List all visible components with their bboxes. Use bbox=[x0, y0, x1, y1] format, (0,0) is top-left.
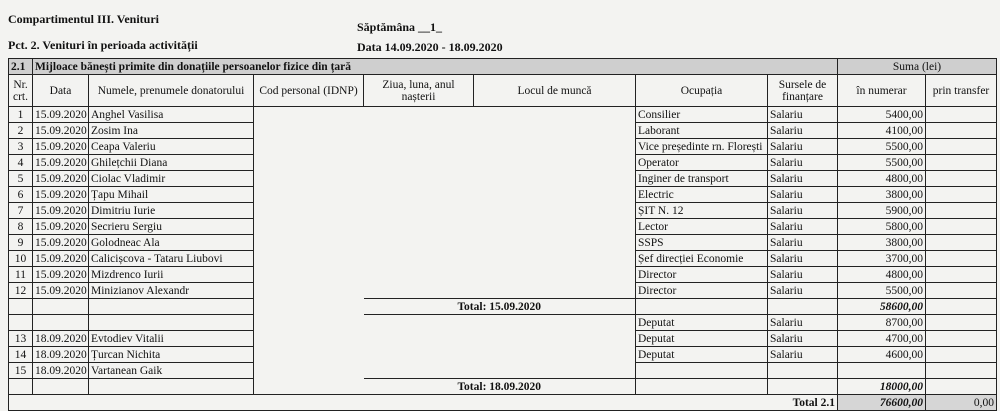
row-birth bbox=[364, 139, 474, 155]
col-date: Data bbox=[33, 75, 89, 107]
row-birth bbox=[364, 187, 474, 203]
row-job: Electric bbox=[636, 187, 768, 203]
subtotal-spacer bbox=[254, 379, 364, 395]
row-date: 18.09.2020 bbox=[33, 363, 89, 379]
row-birth bbox=[364, 107, 474, 123]
row-source: Salariu bbox=[768, 107, 838, 123]
row-blank bbox=[364, 315, 474, 331]
row-work bbox=[474, 155, 636, 171]
sum-header: Suma (lei) bbox=[838, 59, 997, 75]
section-number: 2.1 bbox=[9, 59, 33, 75]
row-transfer bbox=[926, 315, 997, 331]
row-birth bbox=[364, 155, 474, 171]
table-row bbox=[9, 283, 997, 299]
row-idnp bbox=[254, 347, 364, 363]
row-amount: 3700,00 bbox=[838, 251, 926, 267]
row-transfer bbox=[926, 107, 997, 123]
subtotal-spacer bbox=[33, 379, 89, 395]
row-transfer bbox=[926, 363, 997, 379]
row-source: Salariu bbox=[768, 251, 838, 267]
donations-table bbox=[8, 58, 997, 411]
row-birth bbox=[364, 283, 474, 299]
row-amount: 5500,00 bbox=[838, 155, 926, 171]
row-job: Laborant bbox=[636, 123, 768, 139]
row-number: 14 bbox=[9, 347, 33, 363]
row-source: Salariu bbox=[768, 139, 838, 155]
row-amount: 4800,00 bbox=[838, 171, 926, 187]
row-amount: 3800,00 bbox=[838, 187, 926, 203]
row-source: Salariu bbox=[768, 171, 838, 187]
row-transfer bbox=[926, 347, 997, 363]
col-sum-transfer: prin transfer bbox=[926, 75, 997, 107]
row-idnp bbox=[254, 235, 364, 251]
row-amount: 5900,00 bbox=[838, 203, 926, 219]
row-work bbox=[474, 331, 636, 347]
row-idnp bbox=[254, 331, 364, 347]
table-row bbox=[9, 155, 997, 171]
row-date: 18.09.2020 bbox=[33, 331, 89, 347]
row-transfer bbox=[926, 251, 997, 267]
point-title: Pct. 2. Venituri în perioada activității bbox=[8, 38, 198, 52]
row-name: Calicișcova - Tataru Liubovi bbox=[89, 251, 254, 267]
row-blank bbox=[254, 315, 364, 331]
row-date: 15.09.2020 bbox=[33, 187, 89, 203]
row-name: Anghel Vasilisa bbox=[89, 107, 254, 123]
row-idnp bbox=[254, 171, 364, 187]
subtotal-spacer bbox=[636, 299, 768, 315]
row-blank bbox=[474, 315, 636, 331]
row-amount: 5800,00 bbox=[838, 219, 926, 235]
subtotal-spacer bbox=[9, 299, 33, 315]
row-date: 15.09.2020 bbox=[33, 283, 89, 299]
table-row bbox=[9, 219, 997, 235]
row-source: Salariu bbox=[768, 347, 838, 363]
row-number: 13 bbox=[9, 331, 33, 347]
period-label: Data 14.09.2020 - 18.09.2020 bbox=[357, 40, 503, 54]
row-transfer bbox=[926, 187, 997, 203]
row-idnp bbox=[254, 203, 364, 219]
section-header-row bbox=[9, 59, 997, 75]
row-blank bbox=[89, 315, 254, 331]
subtotal-spacer bbox=[636, 379, 768, 395]
row-job: Director bbox=[636, 267, 768, 283]
table-row bbox=[9, 203, 997, 219]
total-transfer: 0,00 bbox=[926, 395, 997, 411]
row-transfer bbox=[926, 123, 997, 139]
row-date: 15.09.2020 bbox=[33, 123, 89, 139]
row-birth bbox=[364, 251, 474, 267]
subtotal-label: Total: 18.09.2020 bbox=[364, 379, 636, 395]
row-work bbox=[474, 347, 636, 363]
total-label: Total 2.1 bbox=[9, 395, 838, 411]
subtotal-amount: 58600,00 bbox=[838, 299, 926, 315]
subtotal-spacer bbox=[33, 299, 89, 315]
row-name: Zosim Ina bbox=[89, 123, 254, 139]
row-work bbox=[474, 363, 636, 379]
row-work bbox=[474, 187, 636, 203]
row-number: 8 bbox=[9, 219, 33, 235]
row-amount: 4700,00 bbox=[838, 331, 926, 347]
col-name: Numele, prenumele donatorului bbox=[89, 75, 254, 107]
row-number: 10 bbox=[9, 251, 33, 267]
row-amount: 4600,00 bbox=[838, 347, 926, 363]
row-date: 15.09.2020 bbox=[33, 219, 89, 235]
row-number: 15 bbox=[9, 363, 33, 379]
row-date: 15.09.2020 bbox=[33, 171, 89, 187]
row-work bbox=[474, 235, 636, 251]
row-birth bbox=[364, 235, 474, 251]
row-date: 15.09.2020 bbox=[33, 251, 89, 267]
row-transfer bbox=[926, 235, 997, 251]
row-name: Evtodiev Vitalii bbox=[89, 331, 254, 347]
row-transfer bbox=[926, 139, 997, 155]
row-work bbox=[474, 203, 636, 219]
row-job: Director bbox=[636, 283, 768, 299]
row-source: Salariu bbox=[768, 331, 838, 347]
table-row bbox=[9, 235, 997, 251]
row-name: Țapu Mihail bbox=[89, 187, 254, 203]
row-name: Țurcan Nichita bbox=[89, 347, 254, 363]
table-row bbox=[9, 251, 997, 267]
row-number: 5 bbox=[9, 171, 33, 187]
row-amount: 5400,00 bbox=[838, 107, 926, 123]
row-date: 15.09.2020 bbox=[33, 107, 89, 123]
col-birth: Ziua, luna, anul nașterii bbox=[364, 75, 474, 107]
row-idnp bbox=[254, 267, 364, 283]
row-transfer bbox=[926, 203, 997, 219]
row-birth bbox=[364, 347, 474, 363]
row-name: Secrieru Sergiu bbox=[89, 219, 254, 235]
row-source: Salariu bbox=[768, 203, 838, 219]
row-name: Ghilețchii Diana bbox=[89, 155, 254, 171]
row-date: 15.09.2020 bbox=[33, 235, 89, 251]
row-transfer bbox=[926, 267, 997, 283]
table-row bbox=[9, 347, 997, 363]
row-source: Salariu bbox=[768, 219, 838, 235]
row-job: Deputat bbox=[636, 347, 768, 363]
row-idnp bbox=[254, 139, 364, 155]
row-transfer bbox=[926, 155, 997, 171]
row-job: Deputat bbox=[636, 331, 768, 347]
subtotal-spacer bbox=[89, 299, 254, 315]
row-source: Salariu bbox=[768, 235, 838, 251]
row-idnp bbox=[254, 187, 364, 203]
row-name: Vartanean Gaik bbox=[89, 363, 254, 379]
col-work: Locul de muncă bbox=[474, 75, 636, 107]
row-job: Vice președinte rn. Florești bbox=[636, 139, 768, 155]
row-name: Ciolac Vladimir bbox=[89, 171, 254, 187]
row-source: Salariu bbox=[768, 187, 838, 203]
row-work bbox=[474, 139, 636, 155]
row-amount bbox=[838, 363, 926, 379]
row-name: Minizianov Alexandr bbox=[89, 283, 254, 299]
row-name: Golodneac Ala bbox=[89, 235, 254, 251]
row-source: Salariu bbox=[768, 123, 838, 139]
row-number: 12 bbox=[9, 283, 33, 299]
subtotal-spacer bbox=[254, 299, 364, 315]
row-name: Mizdrenco Iurii bbox=[89, 267, 254, 283]
table-row bbox=[9, 267, 997, 283]
row-job: SSPS bbox=[636, 235, 768, 251]
row-number: 9 bbox=[9, 235, 33, 251]
subtotal-row bbox=[9, 379, 997, 395]
row-amount: 4100,00 bbox=[838, 123, 926, 139]
row-job: Operator bbox=[636, 155, 768, 171]
row-birth bbox=[364, 267, 474, 283]
row-job: Șef direcției Economie bbox=[636, 251, 768, 267]
row-birth bbox=[364, 363, 474, 379]
row-job: Inginer de transport bbox=[636, 171, 768, 187]
subtotal-spacer bbox=[9, 379, 33, 395]
col-source: Sursele de finanțare bbox=[768, 75, 838, 107]
row-birth bbox=[364, 171, 474, 187]
subtotal-amount: 18000,00 bbox=[838, 379, 926, 395]
row-idnp bbox=[254, 363, 364, 379]
row-name: Dimitriu Iurie bbox=[89, 203, 254, 219]
row-transfer bbox=[926, 219, 997, 235]
table-row bbox=[9, 123, 997, 139]
row-work bbox=[474, 123, 636, 139]
row-number: 7 bbox=[9, 203, 33, 219]
row-work bbox=[474, 283, 636, 299]
table-row bbox=[9, 315, 997, 331]
subtotal-row bbox=[9, 299, 997, 315]
row-blank bbox=[9, 315, 33, 331]
table-row bbox=[9, 187, 997, 203]
table-row bbox=[9, 107, 997, 123]
row-birth bbox=[364, 331, 474, 347]
row-idnp bbox=[254, 251, 364, 267]
table-row bbox=[9, 331, 997, 347]
row-number: 11 bbox=[9, 267, 33, 283]
subtotal-label: Total: 15.09.2020 bbox=[364, 299, 636, 315]
row-birth bbox=[364, 123, 474, 139]
row-job: Lector bbox=[636, 219, 768, 235]
subtotal-spacer bbox=[768, 299, 838, 315]
row-date: 15.09.2020 bbox=[33, 139, 89, 155]
row-job: Consilier bbox=[636, 107, 768, 123]
table-row bbox=[9, 139, 997, 155]
row-amount: 5500,00 bbox=[838, 139, 926, 155]
row-idnp bbox=[254, 155, 364, 171]
row-work bbox=[474, 219, 636, 235]
row-number: 6 bbox=[9, 187, 33, 203]
row-blank bbox=[33, 315, 89, 331]
row-date: 15.09.2020 bbox=[33, 267, 89, 283]
total-cash: 76600,00 bbox=[838, 395, 926, 411]
section-title: Mijloace bănești primite din donațiile persoanelor fizice din țară bbox=[33, 59, 838, 75]
row-work bbox=[474, 267, 636, 283]
col-nr: Nr. crt. bbox=[9, 75, 33, 107]
row-work bbox=[474, 251, 636, 267]
total-row bbox=[9, 395, 997, 411]
compartment-title: Compartimentul III. Venituri bbox=[8, 12, 160, 26]
row-job: ȘIT N. 12 bbox=[636, 203, 768, 219]
row-number: 4 bbox=[9, 155, 33, 171]
row-transfer bbox=[926, 171, 997, 187]
table-row bbox=[9, 363, 997, 379]
row-transfer bbox=[926, 283, 997, 299]
row-number: 3 bbox=[9, 139, 33, 155]
row-amount: 8700,00 bbox=[838, 315, 926, 331]
row-source bbox=[768, 363, 838, 379]
row-source: Salariu bbox=[768, 267, 838, 283]
row-name: Ceapa Valeriu bbox=[89, 139, 254, 155]
week-label: Săptămâna __1_ bbox=[357, 20, 443, 34]
subtotal-spacer bbox=[768, 379, 838, 395]
row-source: Salariu bbox=[768, 283, 838, 299]
row-date: 15.09.2020 bbox=[33, 203, 89, 219]
row-birth bbox=[364, 219, 474, 235]
row-date: 18.09.2020 bbox=[33, 347, 89, 363]
row-idnp bbox=[254, 107, 364, 123]
row-source: Salariu bbox=[768, 315, 838, 331]
col-idnp: Cod personal (IDNP) bbox=[254, 75, 364, 107]
row-amount: 5500,00 bbox=[838, 283, 926, 299]
row-date: 15.09.2020 bbox=[33, 155, 89, 171]
row-number: 1 bbox=[9, 107, 33, 123]
column-header-row bbox=[9, 75, 997, 107]
row-job: Deputat bbox=[636, 315, 768, 331]
row-idnp bbox=[254, 123, 364, 139]
subtotal-spacer bbox=[89, 379, 254, 395]
table-row bbox=[9, 171, 997, 187]
row-transfer bbox=[926, 331, 997, 347]
row-work bbox=[474, 107, 636, 123]
row-amount: 3800,00 bbox=[838, 235, 926, 251]
col-job: Ocupația bbox=[636, 75, 768, 107]
row-amount: 4800,00 bbox=[838, 267, 926, 283]
row-work bbox=[474, 171, 636, 187]
col-sum-cash: în numerar bbox=[838, 75, 926, 107]
subtotal-spacer bbox=[926, 379, 997, 395]
row-idnp bbox=[254, 283, 364, 299]
subtotal-spacer bbox=[926, 299, 997, 315]
row-birth bbox=[364, 203, 474, 219]
row-source: Salariu bbox=[768, 155, 838, 171]
row-number: 2 bbox=[9, 123, 33, 139]
row-idnp bbox=[254, 219, 364, 235]
row-job bbox=[636, 363, 768, 379]
